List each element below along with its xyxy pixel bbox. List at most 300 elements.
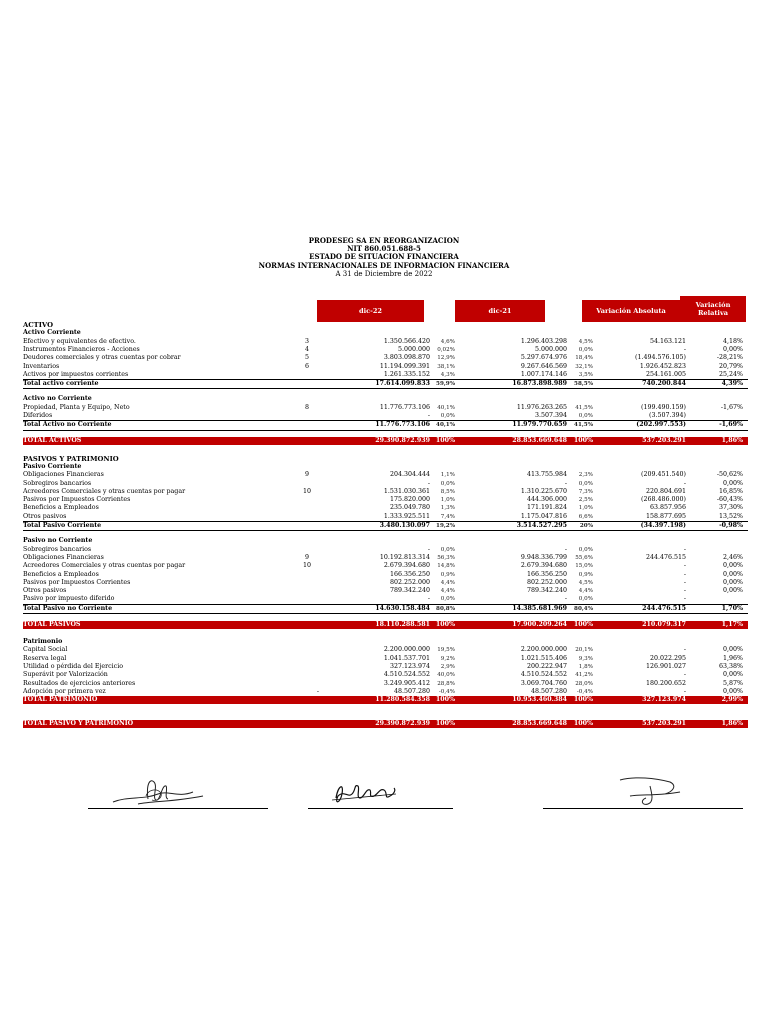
value-dic21: 802.252.000 — [526, 578, 567, 586]
row-label: Sobregiros bancarios — [23, 479, 92, 487]
percent-dic22: 1,3% — [440, 505, 455, 512]
value-dic21: 48.507.280 — [530, 687, 567, 695]
value-dic21: - — [564, 479, 567, 487]
value-dic21: - — [564, 595, 567, 603]
table-row — [23, 579, 748, 587]
signature-left-image — [108, 774, 208, 810]
table-row — [23, 571, 748, 579]
percent-dic22: 40,1% — [437, 404, 455, 411]
table-row — [23, 488, 748, 496]
table-row — [23, 688, 748, 696]
note-number: 8 — [304, 403, 309, 411]
value-dic22: 29.390.872.939 — [375, 719, 430, 727]
value-dic22: 2.200.000.000 — [383, 646, 430, 654]
percent-dic21: 32,1% — [575, 363, 593, 370]
table-row — [23, 562, 748, 570]
value-dic22: - — [427, 479, 430, 487]
variacion-relativa: 1,86% — [721, 437, 743, 445]
value-dic22: 11.776.773.106 — [379, 403, 430, 411]
table-row — [23, 496, 748, 504]
percent-dic21: 4,4% — [578, 588, 593, 595]
value-dic21: 28.853.669.648 — [512, 437, 567, 445]
variacion-absoluta: - — [683, 578, 686, 586]
section-heading-row — [23, 321, 748, 329]
value-dic21: 2.679.394.680 — [520, 562, 567, 570]
row-label: Total Pasivo Corriente — [23, 522, 102, 529]
value-dic22: 802.252.000 — [389, 578, 430, 586]
percent-dic22: 4,4% — [440, 588, 455, 595]
section-heading-row — [23, 638, 748, 646]
row-label: Acreedores Comerciales y otras cuentas por pagar — [23, 562, 186, 570]
subtotal-row — [23, 420, 748, 430]
variacion-relativa: 0,00% — [722, 671, 743, 679]
row-label: Pasivo Corriente — [23, 462, 82, 470]
value-dic21: 1.007.174.146 — [520, 370, 567, 378]
variacion-relativa: 2,46% — [722, 553, 743, 561]
percent-dic22: 7,4% — [440, 513, 455, 520]
note-number: 9 — [304, 471, 309, 479]
row-label: Total Pasivo no Corriente — [23, 604, 113, 612]
value-dic22: 2.679.394.680 — [383, 562, 430, 570]
percent-dic22: 28,8% — [437, 680, 455, 687]
section-heading-row — [23, 463, 748, 471]
subtotal-row — [23, 379, 748, 389]
variacion-absoluta: 220.804.691 — [645, 487, 686, 495]
value-dic22: 175.820.000 — [389, 496, 430, 504]
variacion-relativa: 0,00% — [722, 587, 743, 595]
variacion-absoluta: - — [683, 671, 686, 679]
row-label: TOTAL PASIVOS — [23, 620, 81, 628]
row-label: Pasivos por Impuestos Corrientes — [23, 578, 131, 586]
variacion-relativa: 1,96% — [722, 654, 743, 662]
variacion-relativa: 20,79% — [718, 362, 743, 370]
report-header — [0, 237, 768, 278]
variacion-absoluta: 244.476.515 — [645, 553, 686, 561]
total-row — [23, 696, 748, 704]
row-label: Obligaciones Financieras — [23, 553, 104, 561]
table-row — [23, 546, 748, 554]
column-header-variacion-relativa: Variación Relativa — [680, 296, 746, 322]
row-label: TOTAL PATRIMONIO — [23, 696, 98, 704]
value-dic21: 3.507.394 — [534, 412, 567, 419]
adjustment-sign: - — [316, 687, 320, 695]
section-heading-row — [23, 455, 748, 463]
row-label: Efectivo y equivalentes de efectivo. — [23, 337, 136, 345]
value-dic21: 10.953.460.384 — [512, 696, 567, 704]
percent-dic21: 41,2% — [575, 672, 593, 679]
percent-dic22: 40,0% — [437, 672, 455, 679]
variacion-relativa: -60,43% — [716, 496, 743, 504]
percent-dic21: 15,0% — [575, 563, 593, 570]
value-dic22: 1.041.537.701 — [383, 654, 430, 662]
variacion-absoluta: - — [683, 545, 686, 553]
table-row — [23, 513, 748, 521]
variacion-relativa: 0,00% — [722, 578, 743, 586]
value-dic22: 11.280.584.358 — [375, 696, 430, 704]
percent-dic22: 100% — [435, 696, 455, 704]
value-dic22: 14.630.158.484 — [375, 604, 430, 612]
value-dic21: 5.297.674.976 — [520, 354, 567, 362]
total-row — [23, 621, 748, 629]
value-dic21: 14.385.681.969 — [512, 604, 567, 612]
variacion-relativa: 4,18% — [722, 337, 743, 345]
row-label: Resultados de ejercicios anteriores — [23, 679, 136, 687]
percent-dic21: 0,0% — [578, 596, 593, 603]
value-dic22: 48.507.280 — [393, 687, 430, 695]
percent-dic21: 7,3% — [578, 488, 593, 495]
note-number: 3 — [304, 337, 309, 345]
row-label: Otros pasivos — [23, 512, 67, 520]
percent-dic21: 3,5% — [578, 371, 593, 378]
variacion-relativa: 4,39% — [721, 380, 743, 388]
variacion-relativa: 13,52% — [718, 512, 743, 520]
variacion-relativa: -1,69% — [719, 421, 743, 429]
note-number: 4 — [304, 345, 309, 353]
variacion-absoluta: 537.203.291 — [642, 719, 686, 727]
row-label: Inventarios — [23, 362, 60, 370]
variacion-absoluta: - — [683, 570, 686, 578]
total-row — [23, 437, 748, 445]
variacion-absoluta: 54.163.121 — [649, 337, 686, 345]
column-header-dic22: dic-22 — [317, 300, 424, 322]
table-row — [23, 680, 748, 688]
table-row — [23, 480, 748, 488]
row-label: Reserva legal — [23, 654, 67, 662]
percent-dic21: 100% — [573, 696, 593, 704]
variacion-relativa: -0,98% — [719, 522, 743, 529]
section-heading-row — [23, 537, 748, 545]
percent-dic21: 58,5% — [574, 381, 593, 388]
value-dic22: - — [427, 595, 430, 603]
row-label: ACTIVO — [23, 321, 53, 329]
value-dic22: 166.356.250 — [389, 570, 430, 578]
variacion-relativa: 1,86% — [721, 719, 743, 727]
value-dic21: 1.021.515.406 — [520, 654, 567, 662]
table-row — [23, 338, 748, 346]
variacion-absoluta: 63.857.956 — [649, 504, 686, 512]
variacion-absoluta: - — [683, 646, 686, 654]
value-dic21: 171.191.824 — [526, 504, 567, 512]
value-dic22: 1.333.925.511 — [383, 512, 430, 520]
variacion-absoluta: - — [683, 687, 686, 695]
variacion-absoluta: (209.451.540) — [641, 471, 686, 479]
value-dic21: 16.873.898.989 — [512, 380, 567, 388]
variacion-relativa: 0,00% — [722, 646, 743, 654]
statement-title: ESTADO DE SITUACION FINANCIERA — [309, 252, 459, 262]
value-dic21: 789.342.240 — [526, 587, 567, 595]
value-dic22: 18.110.288.581 — [375, 620, 430, 628]
variacion-absoluta: - — [683, 562, 686, 570]
row-label: Activo Corriente — [23, 329, 81, 337]
variacion-relativa: 63,38% — [718, 662, 743, 670]
variacion-relativa: 37,30% — [718, 504, 743, 512]
table-row — [23, 346, 748, 354]
value-dic22: 4.510.524.552 — [383, 671, 430, 679]
variacion-absoluta: 740.200.844 — [642, 380, 686, 388]
variacion-relativa: 1,70% — [721, 604, 743, 612]
signature-right-image — [610, 772, 690, 808]
percent-dic21: 4,5% — [578, 579, 593, 586]
variacion-absoluta: 180.200.652 — [645, 679, 686, 687]
variacion-absoluta: 126.901.027 — [645, 662, 686, 670]
value-dic22: 327.123.974 — [389, 662, 430, 670]
percent-dic21: 41,5% — [575, 404, 593, 411]
percent-dic21: 2,3% — [578, 472, 593, 479]
value-dic21: 5.000.000 — [534, 345, 567, 353]
note-number: 6 — [304, 362, 309, 370]
row-label: Total activo corriente — [23, 380, 99, 388]
value-dic21: 11.979.770.659 — [512, 421, 567, 429]
value-dic21: 200.222.947 — [526, 662, 567, 670]
value-dic22: 17.614.099.833 — [375, 380, 430, 388]
percent-dic21: 0,0% — [578, 413, 593, 419]
variacion-absoluta: 537.203.291 — [642, 437, 686, 445]
percent-dic22: 4,6% — [440, 338, 455, 345]
percent-dic22: 12,9% — [437, 355, 455, 362]
variacion-relativa: 0,00% — [722, 687, 743, 695]
value-dic21: 3.069.704.760 — [520, 679, 567, 687]
percent-dic22: 4,3% — [440, 371, 455, 378]
table-row — [23, 671, 748, 679]
signature-line-right — [543, 808, 743, 809]
row-label: TOTAL ACTIVOS — [23, 437, 82, 445]
variacion-absoluta: - — [683, 587, 686, 595]
percent-dic22: 100% — [435, 437, 455, 445]
table-row — [23, 646, 748, 654]
row-label: Acreedores Comerciales y otras cuentas por pagar — [23, 487, 186, 495]
value-dic21: 17.900.209.264 — [512, 620, 567, 628]
value-dic22: 1.350.566.420 — [383, 337, 430, 345]
value-dic21: 166.356.250 — [526, 570, 567, 578]
row-label: Beneficios a Empleados — [23, 570, 99, 578]
value-dic22: 235.049.780 — [389, 504, 430, 512]
value-dic22: 5.000.000 — [397, 345, 430, 353]
variacion-absoluta: (3.507.394) — [649, 412, 686, 419]
row-label: Superávit por Valorización — [23, 671, 108, 679]
percent-dic22: 2,9% — [440, 663, 455, 670]
row-label: Activo no Corriente — [23, 395, 92, 403]
row-label: Pasivos por Impuestos Corrientes — [23, 496, 131, 504]
value-dic21: 28.853.669.648 — [512, 719, 567, 727]
percent-dic21: 0,0% — [578, 346, 593, 353]
company-nit: NIT 860.051.688-5 — [347, 244, 421, 254]
variacion-absoluta: (34.397.198) — [640, 522, 686, 529]
percent-dic21: -0,4% — [576, 688, 593, 695]
row-label: Capital Social — [23, 646, 68, 654]
value-dic21: - — [564, 545, 567, 553]
row-label: Adopción por primera vez — [23, 687, 106, 695]
row-label: Deudores comerciales y otras cuentas por cobrar — [23, 354, 181, 362]
percent-dic21: 1,8% — [578, 663, 593, 670]
report-date: A 31 de Diciembre de 2022 — [335, 269, 433, 278]
percent-dic21: 20% — [579, 523, 593, 529]
variacion-relativa: 2,99% — [721, 696, 743, 704]
row-label: Pasivo no Corriente — [23, 537, 93, 545]
row-label: Propiedad, Planta y Equipo, Neto — [23, 403, 130, 411]
variacion-relativa: 0,00% — [722, 562, 743, 570]
variacion-absoluta: - — [683, 345, 686, 353]
row-label: Patrimonio — [23, 638, 63, 645]
value-dic21: 1.310.225.670 — [520, 487, 567, 495]
row-label: Beneficios a Empleados — [23, 504, 99, 512]
subtotal-row — [23, 521, 748, 531]
variacion-relativa: 0,00% — [722, 570, 743, 578]
variacion-relativa: -1,67% — [720, 403, 743, 411]
percent-dic21: 0,0% — [578, 546, 593, 553]
variacion-relativa: 25,24% — [718, 370, 743, 378]
value-dic21: 11.976.263.265 — [516, 403, 567, 411]
section-heading-row — [23, 329, 748, 337]
percent-dic21: 41,5% — [574, 422, 593, 429]
percent-dic21: 0,0% — [578, 480, 593, 487]
percent-dic21: 20,1% — [575, 647, 593, 654]
value-dic22: - — [427, 412, 430, 419]
value-dic22: 789.342.240 — [389, 587, 430, 595]
percent-dic22: 56,3% — [437, 554, 455, 561]
percent-dic22: 4,4% — [440, 579, 455, 586]
column-header-variacion-absoluta: Variación Absoluta — [582, 300, 680, 322]
value-dic21: 9.948.336.799 — [520, 553, 567, 561]
variacion-absoluta: - — [683, 479, 686, 487]
variacion-absoluta: 254.161.005 — [645, 370, 686, 378]
percent-dic22: 1,0% — [440, 497, 455, 504]
value-dic21: 4.510.524.552 — [520, 671, 567, 679]
percent-dic21: 28,0% — [575, 680, 593, 687]
row-label: Pasivo por impuesto diferido — [23, 595, 115, 603]
note-number: 10 — [302, 487, 311, 495]
percent-dic22: 100% — [435, 620, 455, 628]
variacion-absoluta: (268.486.000) — [641, 496, 686, 504]
variacion-absoluta: 20.022.295 — [649, 654, 686, 662]
row-label: Otros pasivos — [23, 587, 67, 595]
value-dic22: 3.803.098.870 — [383, 354, 430, 362]
percent-dic22: 59,9% — [436, 381, 455, 388]
percent-dic21: 55,6% — [575, 554, 593, 561]
total-row — [23, 720, 748, 728]
value-dic21: 1.296.403.298 — [520, 337, 567, 345]
variacion-relativa: 1,17% — [721, 620, 743, 628]
note-number: 5 — [304, 354, 309, 362]
percent-dic22: 19,5% — [437, 647, 455, 654]
table-row — [23, 471, 748, 479]
value-dic21: 3.514.527.295 — [516, 522, 567, 529]
percent-dic21: 2,5% — [578, 497, 593, 504]
percent-dic22: 0,02% — [437, 346, 455, 353]
row-label: Utilidad o pérdida del Ejercicio — [23, 662, 124, 670]
table-row — [23, 404, 748, 412]
table-row — [23, 354, 748, 362]
variacion-relativa: -50,62% — [716, 471, 743, 479]
variacion-absoluta: (202.997.553) — [636, 421, 686, 429]
table-row — [23, 371, 748, 379]
signature-center-image — [330, 776, 400, 808]
variacion-absoluta: 1.926.452.823 — [639, 362, 686, 370]
table-row — [23, 655, 748, 663]
section-heading-row — [23, 395, 748, 403]
value-dic22: 11.194.099.391 — [379, 362, 430, 370]
row-label: Activos por impuestos corrientes — [23, 370, 129, 378]
percent-dic22: 0,0% — [440, 413, 455, 419]
column-header-dic21: dic-21 — [455, 300, 545, 322]
variacion-absoluta: - — [683, 595, 686, 603]
value-dic21: 444.306.000 — [526, 496, 567, 504]
percent-dic22: 14,8% — [437, 563, 455, 570]
table-row — [23, 587, 748, 595]
percent-dic22: -0,4% — [438, 688, 455, 695]
percent-dic21: 0,9% — [578, 571, 593, 578]
percent-dic22: 9,2% — [440, 655, 455, 662]
percent-dic21: 1,0% — [578, 505, 593, 512]
percent-dic21: 6,6% — [578, 513, 593, 520]
variacion-absoluta: 327.123.974 — [642, 696, 686, 704]
variacion-absoluta: (1.494.576.105) — [635, 354, 686, 362]
percent-dic22: 38,1% — [437, 363, 455, 370]
table-row — [23, 595, 748, 603]
subtotal-row — [23, 604, 748, 614]
value-dic22: 1.261.335.152 — [383, 370, 430, 378]
value-dic21: 1.175.047.816 — [520, 512, 567, 520]
percent-dic22: 100% — [435, 719, 455, 727]
variacion-absoluta: (199.490.159) — [641, 403, 686, 411]
note-number: 9 — [304, 553, 309, 561]
standards-title: NORMAS INTERNACIONALES DE INFORMACION FINANCIERA — [258, 260, 510, 270]
percent-dic21: 18,4% — [575, 355, 593, 362]
percent-dic21: 80,4% — [574, 605, 593, 612]
percent-dic22: 1,1% — [440, 472, 455, 479]
percent-dic21: 9,3% — [578, 655, 593, 662]
variacion-relativa: 16,85% — [718, 487, 743, 495]
variacion-relativa: 0,00% — [722, 345, 743, 353]
value-dic21: 2.200.000.000 — [520, 646, 567, 654]
percent-dic21: 100% — [573, 437, 593, 445]
value-dic21: 9.267.646.569 — [520, 362, 567, 370]
value-dic22: 11.776.773.106 — [375, 421, 430, 429]
table-row — [23, 663, 748, 671]
table-row — [23, 504, 748, 512]
variacion-absoluta: 210.079.317 — [642, 620, 686, 628]
value-dic21: 413.755.984 — [526, 471, 567, 479]
variacion-relativa: -28,21% — [716, 354, 743, 362]
signature-line-center — [308, 808, 453, 809]
row-label: Sobregiros bancarios — [23, 545, 92, 553]
variacion-absoluta: 244.476.515 — [642, 604, 686, 612]
percent-dic22: 0,9% — [440, 571, 455, 578]
value-dic22: 29.390.872.939 — [375, 437, 430, 445]
percent-dic22: 0,0% — [440, 546, 455, 553]
value-dic22: 204.304.444 — [389, 471, 430, 479]
percent-dic22: 0,0% — [440, 480, 455, 487]
note-number: 10 — [302, 562, 311, 570]
value-dic22: 1.531.030.361 — [383, 487, 430, 495]
value-dic22: 10.192.813.314 — [379, 553, 430, 561]
table-row — [23, 412, 748, 420]
row-label: TOTAL PASIVO Y PATRIMONIO — [23, 719, 134, 727]
row-label: Total Activo no Corriente — [23, 421, 112, 429]
row-label: PASIVOS Y PATRIMONIO — [23, 454, 119, 463]
variacion-absoluta: 158.877.695 — [645, 512, 686, 520]
percent-dic22: 19,2% — [436, 523, 455, 529]
table-row — [23, 554, 748, 562]
percent-dic22: 8,5% — [440, 488, 455, 495]
value-dic22: 3.480.130.097 — [379, 522, 430, 529]
variacion-relativa: 0,00% — [722, 479, 743, 487]
percent-dic22: 40,1% — [436, 422, 455, 429]
percent-dic22: 80,8% — [436, 605, 455, 612]
table-row — [23, 363, 748, 371]
percent-dic22: 0,0% — [440, 596, 455, 603]
value-dic22: - — [427, 545, 430, 553]
row-label: Obligaciones Financieras — [23, 471, 104, 479]
